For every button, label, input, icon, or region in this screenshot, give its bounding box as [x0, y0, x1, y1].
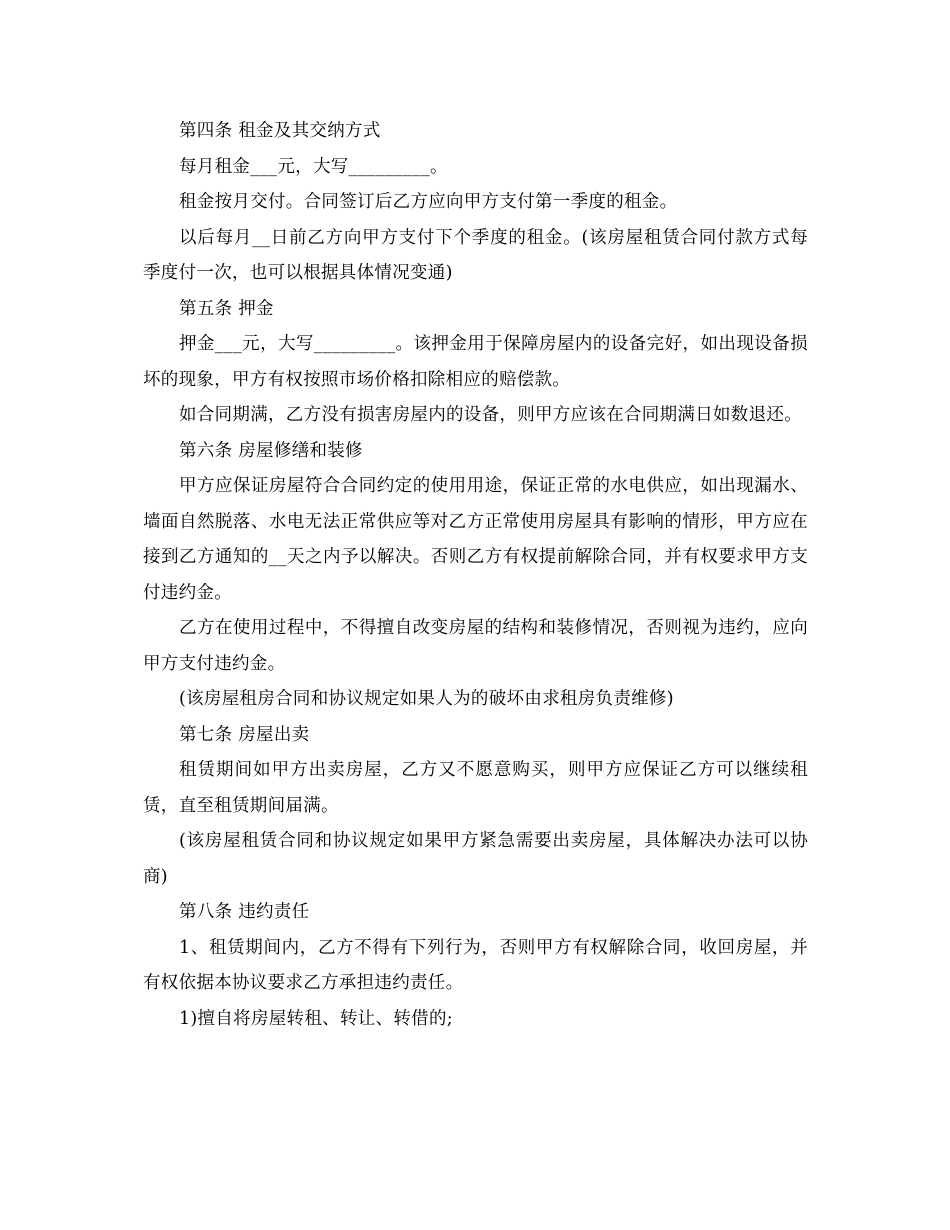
house-sale-note: (该房屋租赁合同和协议规定如果甲方紧急需要出卖房屋，具体解决办法可以协商)	[143, 831, 808, 887]
breach-clause-1: 1、租赁期间内，乙方不得有下列行为，否则甲方有权解除合同，收回房屋，并有权依据本协议要求乙方承担违约责任。	[143, 937, 808, 993]
deposit-clause: 押金___元，大写_________。该押金用于保障房屋内的设备完好，如出现设备损坏的现象，甲方有权按照市场价格扣除相应的赔偿款。	[143, 334, 808, 390]
monthly-rent-clause: 每月租金___元，大写_________。	[179, 156, 448, 177]
article-5-heading: 第五条 押金	[179, 298, 274, 319]
repair-obligation-clause: 甲方应保证房屋符合合同约定的使用用途，保证正常的水电供应，如出现漏水、墙面自然脱落、水电无法正常供应等对乙方正常使用房屋具有影响的情形，甲方应在接到乙方通知的__天之内予以解决。否则乙方有权提前解除合同，并有权要求甲方支付违约金。	[143, 476, 808, 603]
breach-item-1: 1)擅自将房屋转租、转让、转借的;	[179, 1008, 453, 1029]
house-sale-clause: 租赁期间如甲方出卖房屋，乙方又不愿意购买，则甲方应保证乙方可以继续租赁，直至租赁期间届满。	[143, 760, 808, 816]
renovation-restriction-clause: 乙方在使用过程中，不得擅自改变房屋的结构和装修情况，否则视为违约，应向甲方支付违约金。	[143, 618, 808, 674]
contract-page	[143, 114, 808, 1037]
article-6-heading: 第六条 房屋修缮和装修	[179, 440, 363, 461]
rent-payment-clause: 租金按月交付。合同签订后乙方应向甲方支付第一季度的租金。	[179, 192, 678, 212]
article-4-heading: 第四条 租金及其交纳方式	[179, 121, 381, 141]
article-7-heading: 第七条 房屋出卖	[179, 724, 310, 745]
quarterly-payment-clause: 以后每月__日前乙方向甲方支付下个季度的租金。(该房屋租赁合同付款方式每季度付一次，也可以根据具体情况变通)	[143, 227, 808, 283]
damage-repair-note: (该房屋租房合同和协议规定如果人为的破坏由求租房负责维修)	[179, 689, 674, 709]
deposit-refund-clause: 如合同期满，乙方没有损害房屋内的设备，则甲方应该在合同期满日如数退还。	[179, 405, 802, 425]
article-8-heading: 第八条 违约责任	[179, 902, 310, 922]
